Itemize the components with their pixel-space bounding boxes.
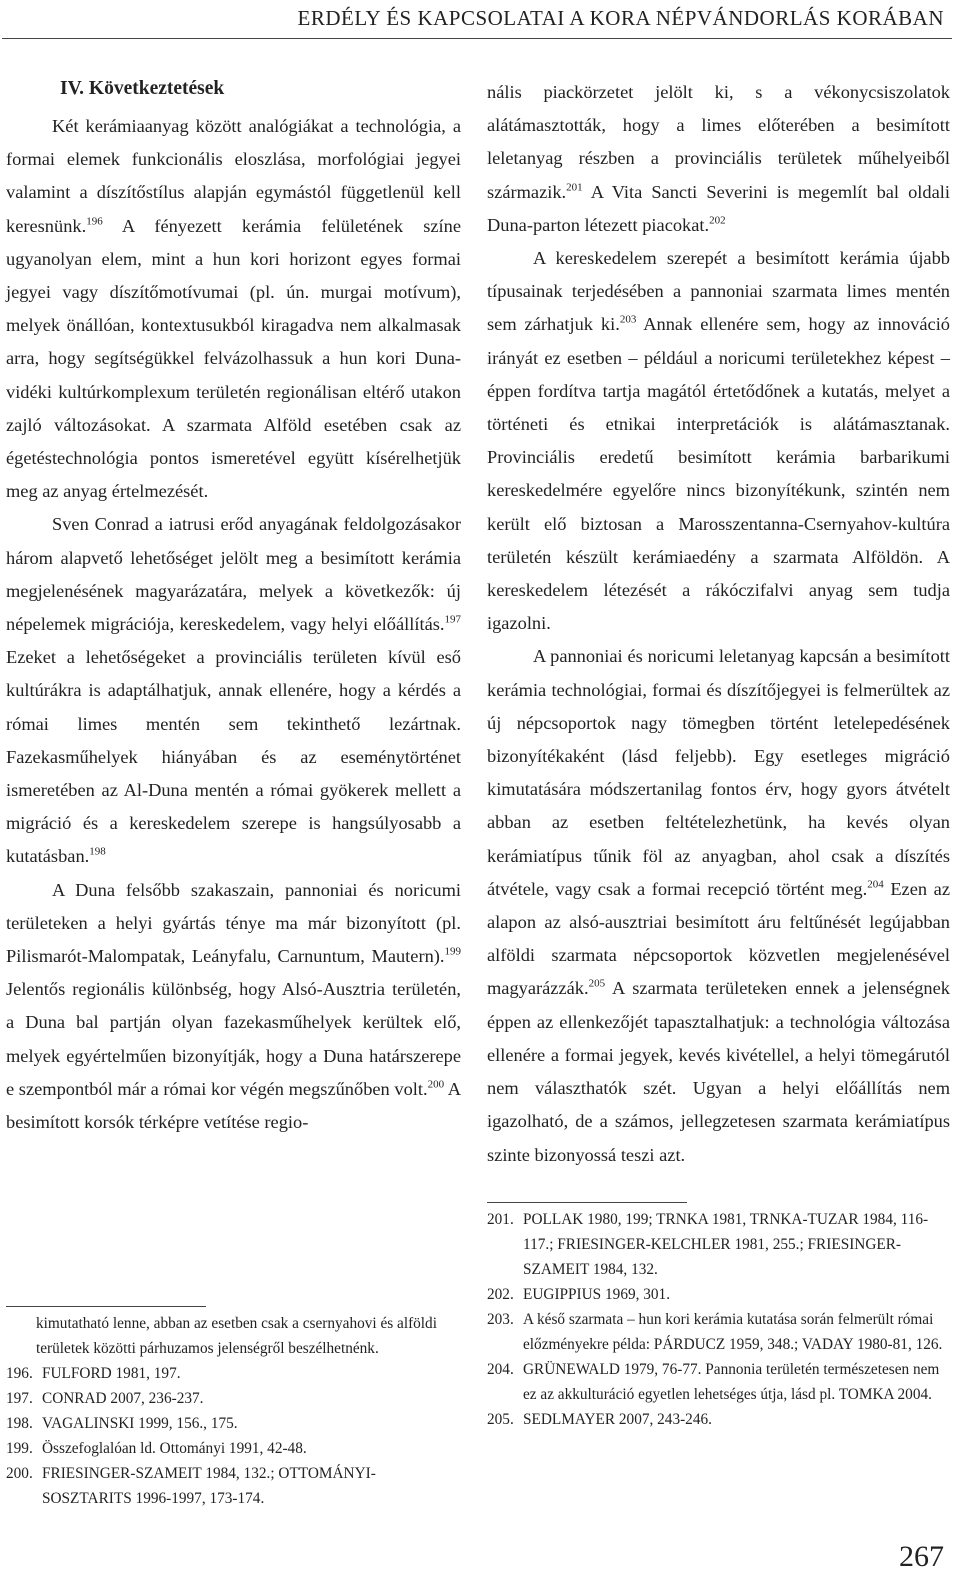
footnote-ref[interactable]: 200 xyxy=(427,1078,445,1091)
footnote-item xyxy=(6,1361,461,1386)
footnotes-left xyxy=(6,1300,461,1511)
footnote-item xyxy=(6,1461,461,1511)
paragraph xyxy=(487,76,950,242)
footnote-number: 198. xyxy=(6,1415,33,1432)
footnote-text: CONRAD 2007, 236-237. xyxy=(42,1390,204,1407)
text-run: A szarmata területeken ennek a jelenségnek éppen az ellenkezőjét tapasztalhatjuk: a technológia változása ellenére a formai jegyek, kevés kivétellel, a helyi tömegárutól nem választhatók szét. Ugyan a helyi előállítás nem igazolható, de a számos, jellegzetesen szarmata kerámiatípus szinte bizonyossá teszi azt. xyxy=(487,978,950,1165)
left-column xyxy=(6,72,461,1139)
text-run: A Vita Sancti Severini is megemlít bal oldali Duna-parton létezett piacokat. xyxy=(487,181,950,235)
footnote-ref[interactable]: 204 xyxy=(867,878,884,891)
footnote-ref[interactable]: 199 xyxy=(444,945,461,958)
paragraph xyxy=(487,242,950,640)
footnote-rule xyxy=(487,1202,687,1203)
running-head: ERDÉLY ÉS KAPCSOLATAI A KORA NÉPVÁNDORLÁS KORÁBAN xyxy=(297,6,944,30)
footnote-ref[interactable]: 197 xyxy=(444,613,461,626)
footnote-item xyxy=(487,1282,950,1307)
footnote-number: 204. xyxy=(487,1361,514,1378)
footnote-text: Összefoglalóan ld. Ottományi 1991, 42-48. xyxy=(42,1440,307,1457)
footnote-continuation: kimutatható lenne, abban az esetben csak a csernyahovi és alföldi területek közötti párhuzamos jelenségről beszélhetnénk. xyxy=(36,1315,437,1357)
text-run: A pannoniai és noricumi leletanyag kapcsán a besimított kerámia technológiai, formai és díszítőjegyei is felmerültek az új népcsoportok nagy tömegben történt letelepedésének bizonyítékaként (lásd feljebb). Egy esetleges migráció kimutatására módszertanilag fontos érv, hogy gyors átvételt abban az esetben feltételezhetünk, ha kevés olyan kerámiatípus tűnik föl az anyagban, ahol csak a díszítés átvétele, vagy csak a formai recepció történt meg. xyxy=(487,646,950,899)
footnote-ref[interactable]: 202 xyxy=(709,214,726,227)
footnote-text: FULFORD 1981, 197. xyxy=(42,1365,181,1382)
footnote-item xyxy=(487,1207,950,1282)
footnote-number: 196. xyxy=(6,1365,33,1382)
text-run: Két kerámiaanyag között analógiákat a technológia, a formai elemek funkcionális eloszlása, morfológiai jegyei valamint a díszítőstílus alapján egymástól függetlenül kell keresnünk. xyxy=(6,116,461,236)
footnote-number: 203. xyxy=(487,1311,514,1328)
text-run: Ezen az alapon az alsó-ausztriai besimított áru feltűnését legújabban alföldi szarmata népcsoportok közvetlen megjelenésével magyarázzák. xyxy=(487,878,951,999)
text-run: Ezeket a lehetőségeket a provinciális területen kívül eső kultúrákra is adaptálhatjuk, annak ellenére, hogy a kérdés a római limes mentén sem tekinthető lezártnak. Fazekasműhelyek hiányában és az eseménytörténet ismeretében az Al-Duna mentén a római gyökerek mellett a migráció és a kereskedelem szerepe is hangsúlyosabb a kutatásban. xyxy=(6,647,461,867)
footnote-ref[interactable]: 205 xyxy=(588,977,606,990)
text-run: Jelentős regionális különbség, hogy Alsó-Ausztria területén, a Duna bal partján olyan fazekasműhelyek kerültek elő, melyek egyértelműen bizonyítják, hogy a Duna határszerepe e szempontból már a római kor végén megszűnőben volt. xyxy=(6,979,461,1099)
footnote-text: POLLAK 1980, 199; TRNKA 1981, TRNKA-TUZAR 1984, 116-117.; FRIESINGER-KELCHLER 1981, 255.; FRIESINGER-SZAMEIT 1984, 132. xyxy=(523,1211,929,1278)
footnotes-right xyxy=(487,1196,950,1432)
footnote-ref[interactable]: 198 xyxy=(89,845,106,858)
text-run: Annak ellenére sem, hogy az innováció irányát ez esetben – például a noricumi területekhez képest – éppen fordítva tartja magától értetődőnek a kutatás, melyet a történeti és etnikai interpretációk is alátámasztanak. Provinciális eredetű besimított kerámia barbarikumi kereskedelmére egyelőre nincs bizonyítékunk, szintén nem került elő biztosan a Marosszentanna-Csernyahov-kultúra területén készült kerámiaedény a szarmata Alföldön. A kereskedelem létezését a rákóczifalvi anyag sem tudja igazolni. xyxy=(487,314,951,634)
footnote-ref[interactable]: 203 xyxy=(619,313,637,326)
footnote-item xyxy=(487,1407,950,1432)
footnote-number: 200. xyxy=(6,1465,33,1482)
text-run: A fényezett kerámia felületének színe ugyanolyan elem, mint a hun kori horizont egyes formai jegyei vagy díszítőmotívumai (pl. ún. murgai motívum), melyek önállóan, kontextusukból kiragadva nem alkalmasak arra, hogy segítségükkel felvázolhassuk a hun kori Duna-vidéki kultúrkomplexum területén regionálisan eltérő utakon zajló változásokat. A szarmata Alföld esetében csak az égetéstechnológia pontos ismeretével együtt kísérelhetjük meg az anyag értelmezését. xyxy=(6,215,461,502)
right-column xyxy=(487,76,950,1172)
footnote-text: GRÜNEWALD 1979, 76-77. Pannonia területén természetesen nem ez az akkulturáció egyetlen lehetséges útja, lásd pl. TOMKA 2004. xyxy=(523,1361,940,1403)
paragraph xyxy=(6,874,461,1140)
footnote-number: 205. xyxy=(487,1411,514,1428)
footnote-text: FRIESINGER-SZAMEIT 1984, 132.; OTTOMÁNYI-SOSZTARITS 1996-1997, 173-174. xyxy=(42,1465,376,1507)
footnote-ref[interactable]: 196 xyxy=(86,214,103,227)
text-run: A kereskedelem szerepét a besimított kerámia újabb típusainak terjedésében a pannoniai szarmata limes mentén sem zárhatjuk ki. xyxy=(487,248,950,335)
text-run: A besimított korsók térképre vetítése regio- xyxy=(6,1078,461,1133)
text-run: Sven Conrad a iatrusi erőd anyagának feldolgozásakor három alapvető lehetőséget jelölt meg a besimított kerámia megjelenésének magyarázatára, melyek a következők: új népelemek migrációja, kereskedelem, vagy helyi előállítás. xyxy=(6,514,461,635)
footnote-number: 202. xyxy=(487,1286,514,1303)
footnote-rule xyxy=(6,1306,206,1307)
footnote-item xyxy=(6,1386,461,1411)
footnote-text: SEDLMAYER 2007, 243-246. xyxy=(523,1411,712,1428)
footnote-item xyxy=(6,1436,461,1461)
page-number: 267 xyxy=(899,1540,944,1573)
paragraph xyxy=(487,640,950,1171)
footnote-number: 201. xyxy=(487,1211,514,1228)
text-run: A Duna felsőbb szakaszain, pannoniai és noricumi területeken a helyi gyártás ténye ma már bizonyított (pl. Pilismarót-Malompatak, Leányfalu, Carnuntum, Mautern). xyxy=(6,879,461,967)
header-rule xyxy=(2,38,952,39)
footnote-number: 199. xyxy=(6,1440,33,1457)
footnote-item xyxy=(6,1411,461,1436)
footnote-text: A késő szarmata – hun kori kerámia kutatása során felmerült római előzményekre példa: PÁRDUCZ 1959, 348.; VADAY 1980-81, 126. xyxy=(523,1311,943,1353)
footnote-text: EUGIPPIUS 1969, 301. xyxy=(523,1286,671,1303)
footnote-text: VAGALINSKI 1999, 156., 175. xyxy=(42,1415,238,1432)
text-run: nális piackörzetet jelölt ki, s a vékonycsiszolatok alátámasztották, hogy a limes előterében a besimított leletanyag részben a provinciális területek műhelyeiből származik. xyxy=(487,82,950,202)
footnote-item xyxy=(487,1307,950,1357)
section-title: IV. Következtetések xyxy=(60,78,225,99)
paragraph xyxy=(6,110,461,508)
footnote-item xyxy=(487,1357,950,1407)
footnote-number: 197. xyxy=(6,1390,33,1407)
paragraph xyxy=(6,508,461,873)
footnote-ref[interactable]: 201 xyxy=(566,180,583,193)
